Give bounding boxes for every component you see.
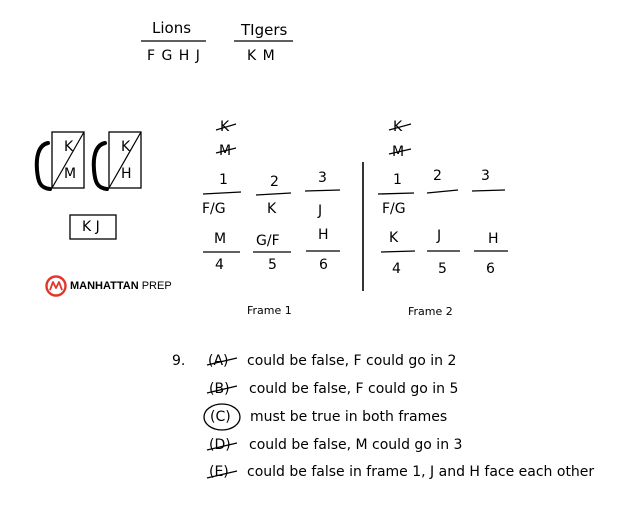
f2-crossed-k: K <box>393 119 403 135</box>
choice-c-text: must be true in both frames <box>250 409 448 425</box>
block2-bottom: H <box>121 166 132 182</box>
f1-top-entry-2: K <box>267 201 277 217</box>
kj-box-label: K J <box>82 219 100 235</box>
f1-bottom-number-5: 5 <box>268 257 277 273</box>
f2-bottom-number-4: 4 <box>392 261 401 277</box>
logo-suffix: PREP <box>141 280 172 292</box>
f1-bottom-entry-6: H <box>318 227 329 243</box>
f1-top-number-3: 3 <box>318 170 327 186</box>
lions-title: Lions <box>152 19 192 37</box>
choice-e-letter: (E) <box>209 464 229 480</box>
f1-crossed-k: K <box>220 119 230 135</box>
f2-bottom-entry-6: H <box>488 231 499 247</box>
f2-top-number-1: 1 <box>393 172 402 188</box>
f1-slot-3 <box>305 190 340 191</box>
f1-bottom-entry-5: G/F <box>256 233 280 249</box>
f2-bottom-number-6: 6 <box>486 261 495 277</box>
f1-crossed-m: M <box>219 143 232 159</box>
choice-e-text: could be false in frame 1, J and H face each other <box>247 464 595 480</box>
frame1-caption: Frame 1 <box>247 304 292 317</box>
f1-slot-2 <box>256 193 291 195</box>
f1-slot-1 <box>203 192 241 194</box>
block1-bottom: M <box>64 166 77 182</box>
f1-bottom-number-6: 6 <box>319 257 328 273</box>
f1-bottom-entry-4: M <box>214 231 227 247</box>
choice-a-letter: (A) <box>208 353 229 369</box>
choice-d-letter: (D) <box>209 437 231 453</box>
lions-members: F G H J <box>147 48 201 64</box>
choice-c-letter: (C) <box>210 409 231 425</box>
f2-top-number-3: 3 <box>481 168 490 184</box>
choice-a-text: could be false, F could go in 2 <box>247 353 457 369</box>
choice-b-letter: (B) <box>209 381 230 397</box>
tigers-title: TIgers <box>241 21 288 39</box>
f2-slot-1 <box>378 193 414 194</box>
frame2-caption: Frame 2 <box>408 305 453 318</box>
f2-top-number-2: 2 <box>433 168 442 184</box>
f2-slot-3 <box>472 190 505 191</box>
question-number: 9. <box>172 353 186 369</box>
choice-b-text: could be false, F could go in 5 <box>249 381 459 397</box>
block1-bracket <box>37 143 50 189</box>
f1-top-number-2: 2 <box>270 174 279 190</box>
f1-top-entry-1: F/G <box>202 201 226 217</box>
f1-bottom-number-4: 4 <box>215 257 224 273</box>
tigers-members: K M <box>247 48 276 64</box>
f1-top-entry-3: J <box>318 203 323 219</box>
block2-bracket <box>94 143 107 189</box>
logo-wordmark <box>70 281 172 292</box>
f2-crossed-m: M <box>392 144 405 160</box>
logo-brand: MANHATTAN <box>70 280 139 292</box>
f2-bottom-entry-4: K <box>389 230 399 246</box>
block2-top: K <box>121 139 131 155</box>
f2-top-entry-1: F/G <box>382 201 406 217</box>
f2-slot-2 <box>427 190 458 193</box>
choice-d-text: could be false, M could go in 3 <box>249 437 463 453</box>
f2-slot-4 <box>381 251 415 252</box>
f1-top-number-1: 1 <box>219 172 228 188</box>
block1-top: K <box>64 139 74 155</box>
manhattan-logo-icon <box>47 277 66 296</box>
f2-bottom-entry-5: J <box>437 228 442 244</box>
f2-bottom-number-5: 5 <box>438 261 447 277</box>
